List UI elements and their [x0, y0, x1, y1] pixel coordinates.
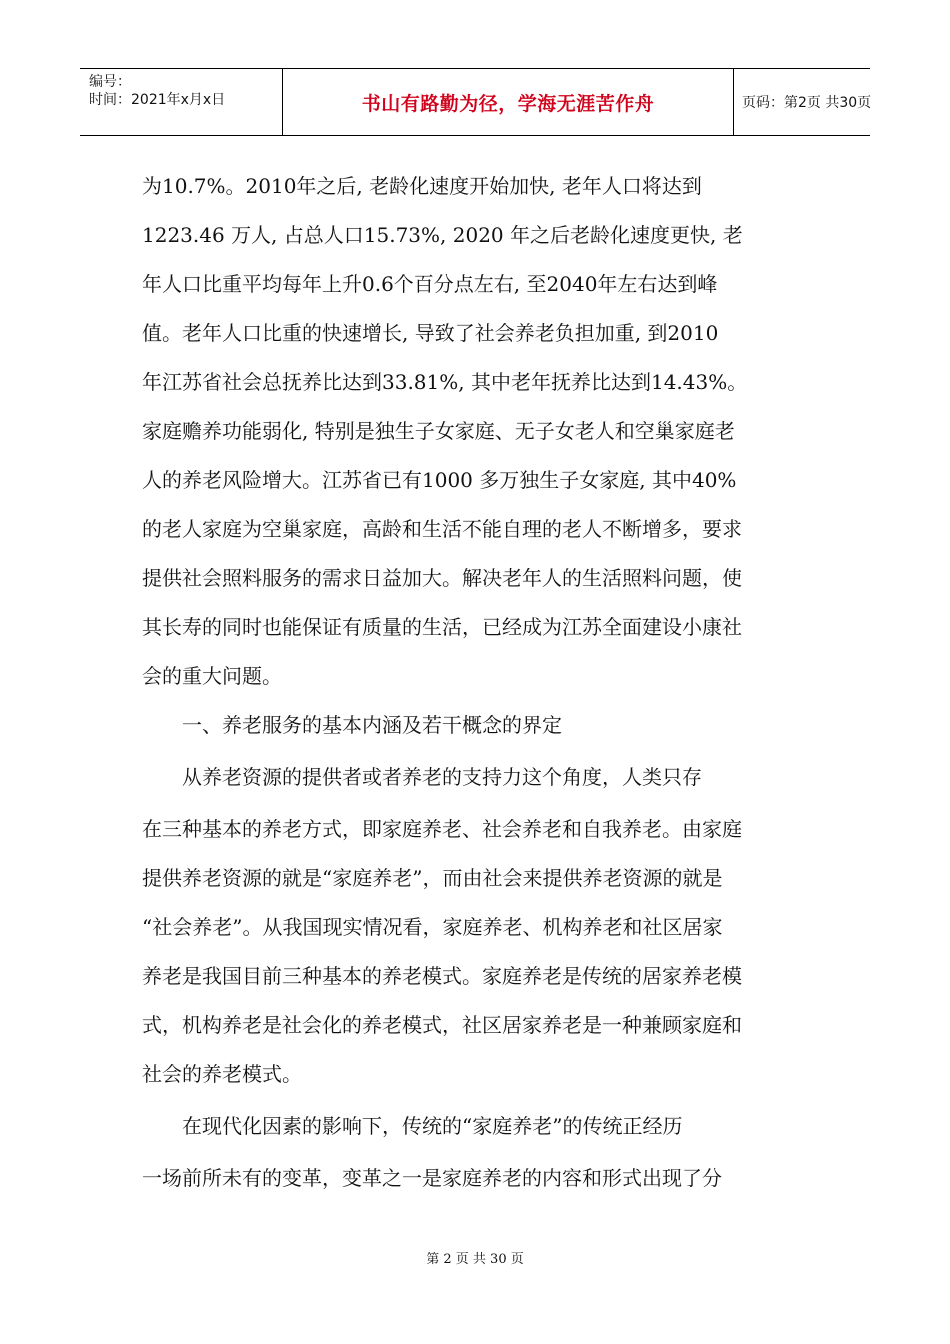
text-line: 年人口比重平均每年上升0.6个百分点左右, 至2040年左右达到峰 — [142, 272, 718, 296]
document-date: 时间：2021年x月x日 — [89, 92, 226, 108]
page-header — [80, 68, 870, 136]
header-page-info: 页码：第2页 共30页 — [742, 95, 872, 111]
document-number-label: 编号： — [89, 74, 131, 90]
header-motto: 书山有路勤为径，学海无涯苦作舟 — [361, 92, 655, 115]
text-line: 从养老资源的提供者或者养老的支持力这个角度，人类只存 — [142, 765, 702, 789]
page-footer: 第 2 页 共 30 页 — [426, 1252, 524, 1267]
header-meta — [80, 69, 283, 135]
header-motto-cell — [283, 69, 734, 135]
text-line: 1223.46 万人, 占总人口15.73%, 2020 年之后老龄化速度更快, 老 — [142, 223, 743, 247]
text-line: 人的养老风险增大。江苏省已有1000 多万独生子女家庭, 其中40% — [142, 468, 737, 492]
text-line: 提供社会照料服务的需求日益加大。解决老年人的生活照料问题，使 — [142, 566, 742, 590]
text-line: 为10.7%。2010年之后, 老龄化速度开始加快, 老年人口将达到 — [142, 174, 702, 198]
text-line: 其长寿的同时也能保证有质量的生活，已经成为江苏全面建设小康社 — [142, 615, 742, 639]
text-line: 年江苏省社会总抚养比达到33.81%, 其中老年抚养比达到14.43%。 — [142, 370, 748, 394]
text-line: 会的重大问题。 — [142, 664, 282, 688]
text-line: 社会的养老模式。 — [142, 1062, 302, 1086]
text-line: 在现代化因素的影响下，传统的“家庭养老”的传统正经历 — [142, 1114, 683, 1138]
text-line: 养老是我国目前三种基本的养老模式。家庭养老是传统的居家养老模 — [142, 964, 742, 988]
document-body — [142, 162, 802, 1203]
text-line: 提供养老资源的就是“家庭养老”，而由社会来提供养老资源的就是 — [142, 866, 723, 890]
text-line: 值。老年人口比重的快速增长, 导致了社会养老负担加重, 到2010 — [142, 321, 719, 345]
text-line: 在三种基本的养老方式，即家庭养老、社会养老和自我养老。由家庭 — [142, 817, 742, 841]
text-line: 的老人家庭为空巢家庭，高龄和生活不能自理的老人不断增多，要求 — [142, 517, 742, 541]
text-line: 式，机构养老是社会化的养老模式，社区居家养老是一种兼顾家庭和 — [142, 1013, 742, 1037]
text-line: 家庭赡养功能弱化, 特别是独生子女家庭、无子女老人和空巢家庭老 — [142, 419, 735, 443]
text-line: 一场前所未有的变革，变革之一是家庭养老的内容和形式出现了分 — [142, 1166, 722, 1190]
text-line: “社会养老”。从我国现实情况看，家庭养老、机构养老和社区居家 — [142, 915, 723, 939]
section-heading: 一、养老服务的基本内涵及若干概念的界定 — [142, 713, 562, 737]
